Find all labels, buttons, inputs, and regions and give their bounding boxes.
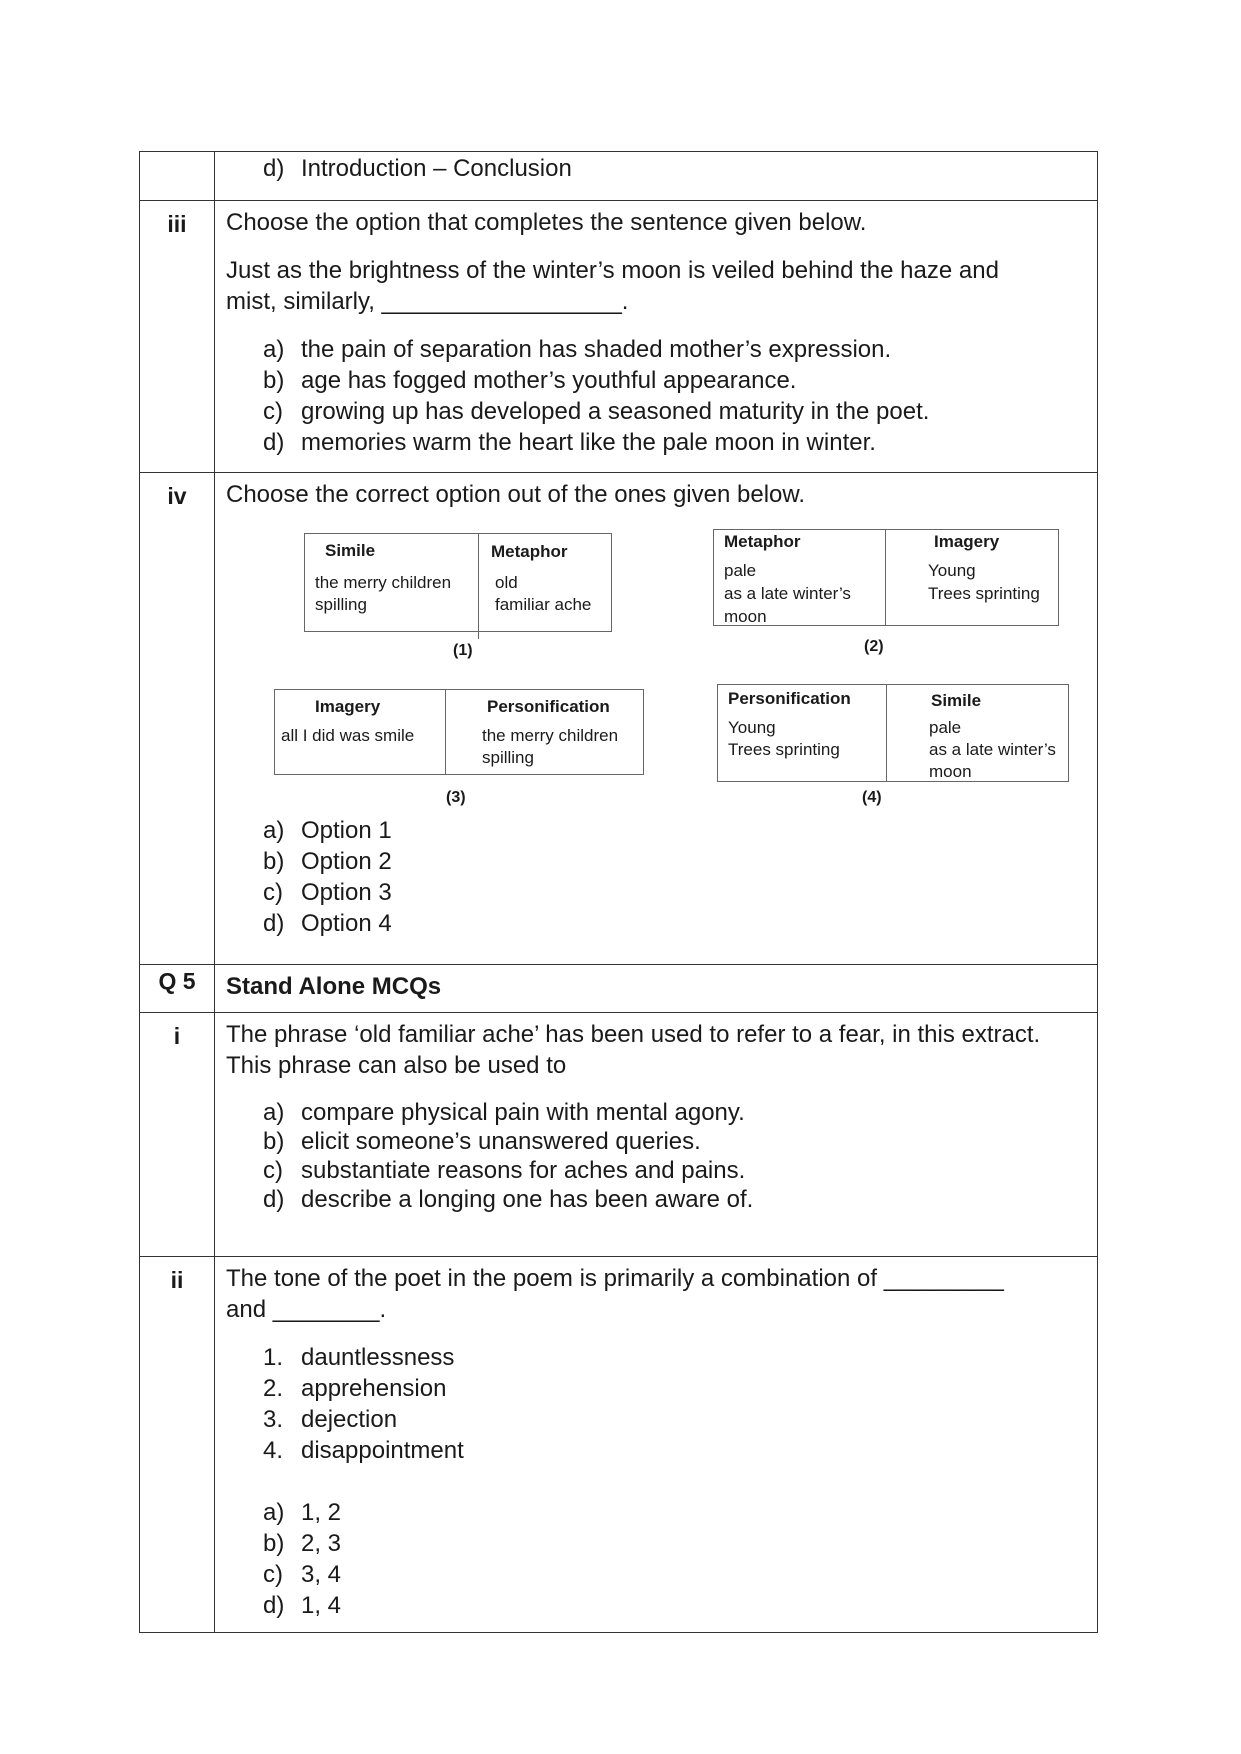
box-left-text: spilling xyxy=(315,595,367,614)
figure-box-3 xyxy=(274,689,644,775)
option-text: age has fogged mother’s youthful appearance. xyxy=(301,367,797,394)
question-prompt: Choose the option that completes the sentence given below. xyxy=(226,209,867,236)
row-number xyxy=(140,152,215,201)
list-item xyxy=(263,1435,1085,1466)
row-number: iv xyxy=(140,473,215,965)
option-item xyxy=(263,815,1085,846)
row-number: ii xyxy=(140,1257,215,1633)
row-number: iii xyxy=(140,201,215,473)
box-left-heading: Imagery xyxy=(315,697,381,716)
box-right-heading: Imagery xyxy=(934,532,1000,551)
option-label: a) xyxy=(263,817,285,844)
item-text: dejection xyxy=(301,1406,398,1433)
options-list xyxy=(226,815,1085,939)
item-text: apprehension xyxy=(301,1375,447,1402)
option-label: c) xyxy=(263,398,283,425)
box-left-text: Young xyxy=(728,718,776,737)
figure-options xyxy=(226,510,1085,815)
option-label: b) xyxy=(263,1128,285,1155)
box-left-heading: Personification xyxy=(728,689,851,708)
list-item xyxy=(263,1342,1085,1373)
item-number: 3. xyxy=(263,1406,284,1433)
box-left-text: all I did was smile xyxy=(281,726,415,745)
option-item xyxy=(263,1156,1085,1185)
item-text: dauntlessness xyxy=(301,1344,455,1371)
option-item xyxy=(263,1127,1085,1156)
options-list xyxy=(226,1497,1085,1621)
items-list xyxy=(226,1342,1085,1466)
question-prompt: The tone of the poet in the poem is primarily a combination of _________ xyxy=(226,1265,1004,1292)
option-label: c) xyxy=(263,879,283,906)
option-text: 3, 4 xyxy=(301,1561,342,1588)
item-number: 4. xyxy=(263,1437,284,1464)
option-label: c) xyxy=(263,1561,283,1588)
sentence-line: mist, similarly, __________________. xyxy=(226,288,629,315)
list-item xyxy=(263,1373,1085,1404)
row-number: Q 5 xyxy=(140,965,215,1013)
option-item xyxy=(263,396,1085,427)
option-text: growing up has developed a seasoned maturity in the poet. xyxy=(301,398,930,425)
box-right-text: pale xyxy=(929,718,962,737)
row-continuation xyxy=(140,152,1098,201)
option-text: 1, 4 xyxy=(301,1592,342,1619)
box-caption: (4) xyxy=(862,789,882,806)
box-caption: (3) xyxy=(446,789,466,806)
question-prompt: This phrase can also be used to xyxy=(226,1052,567,1079)
box-right-text: the merry children xyxy=(482,726,619,745)
option-item xyxy=(263,877,1085,908)
option-item xyxy=(263,427,1085,458)
option-label: d) xyxy=(263,1592,285,1619)
section-heading: Stand Alone MCQs xyxy=(215,965,1098,1013)
question-table xyxy=(139,151,1098,1633)
option-text: substantiate reasons for aches and pains. xyxy=(301,1157,746,1184)
option-label: b) xyxy=(263,367,285,394)
box-left-text: Trees sprinting xyxy=(728,740,840,759)
options-list xyxy=(226,1098,1085,1214)
box-left-text: as a late winter’s xyxy=(724,584,851,603)
option-text: 2, 3 xyxy=(301,1530,342,1557)
option-item xyxy=(263,153,1085,184)
box-left-text: pale xyxy=(724,561,757,580)
box-left-text: the merry children xyxy=(315,573,452,592)
option-label: a) xyxy=(263,336,285,363)
question-prompt: Choose the correct option out of the ones given below. xyxy=(226,481,806,508)
option-text: the pain of separation has shaded mother’s expression. xyxy=(301,336,892,363)
box-right-text: old xyxy=(495,573,518,592)
option-label: a) xyxy=(263,1099,285,1126)
box-left-text: moon xyxy=(724,607,767,626)
box-caption: (2) xyxy=(864,638,884,655)
option-text: memories warm the heart like the pale moon in winter. xyxy=(301,429,876,456)
box-right-text: spilling xyxy=(482,748,534,767)
option-item xyxy=(263,1528,1085,1559)
option-label: b) xyxy=(263,848,285,875)
box-right-text: moon xyxy=(929,762,972,781)
item-number: 1. xyxy=(263,1344,284,1371)
options-list xyxy=(226,334,1085,458)
option-item xyxy=(263,846,1085,877)
option-item xyxy=(263,1590,1085,1621)
box-right-heading: Personification xyxy=(487,697,610,716)
list-item xyxy=(263,1404,1085,1435)
question-prompt: and ________. xyxy=(226,1296,387,1323)
option-text: Option 4 xyxy=(301,910,392,937)
option-item xyxy=(263,1559,1085,1590)
option-label: b) xyxy=(263,1530,285,1557)
option-item xyxy=(263,1098,1085,1127)
option-text: Option 3 xyxy=(301,879,392,906)
row-iii xyxy=(140,201,1098,473)
box-right-heading: Simile xyxy=(931,691,982,710)
box-left-heading: Simile xyxy=(325,541,376,560)
option-text: Option 1 xyxy=(301,817,392,844)
option-item xyxy=(263,334,1085,365)
box-right-text: Young xyxy=(928,561,976,580)
box-right-heading: Metaphor xyxy=(491,542,568,561)
option-item xyxy=(263,1185,1085,1214)
box-right-text: familiar ache xyxy=(495,595,592,614)
option-label: c) xyxy=(263,1157,283,1184)
option-text: Introduction – Conclusion xyxy=(301,155,572,182)
option-text: describe a longing one has been aware of. xyxy=(301,1186,754,1213)
option-label: d) xyxy=(263,155,285,182)
figure-box-1 xyxy=(304,533,612,632)
option-label: d) xyxy=(263,1186,285,1213)
row-iv xyxy=(140,473,1098,965)
option-item xyxy=(263,365,1085,396)
option-label: d) xyxy=(263,429,285,456)
item-number: 2. xyxy=(263,1375,284,1402)
option-text: elicit someone’s unanswered queries. xyxy=(301,1128,701,1155)
row-i xyxy=(140,1013,1098,1257)
row-number: i xyxy=(140,1013,215,1257)
option-item xyxy=(263,908,1085,939)
option-text: compare physical pain with mental agony. xyxy=(301,1099,745,1126)
box-right-text: Trees sprinting xyxy=(928,584,1040,603)
box-right-text: as a late winter’s xyxy=(929,740,1056,759)
option-label: a) xyxy=(263,1499,285,1526)
option-text: Option 2 xyxy=(301,848,392,875)
option-text: 1, 2 xyxy=(301,1499,342,1526)
box-caption: (1) xyxy=(453,642,473,659)
figure-box-2 xyxy=(713,529,1059,626)
box-left-heading: Metaphor xyxy=(724,532,801,551)
row-q5 xyxy=(140,965,1098,1013)
sentence-line: Just as the brightness of the winter’s moon is veiled behind the haze and xyxy=(226,257,999,284)
option-item xyxy=(263,1497,1085,1528)
row-ii xyxy=(140,1257,1098,1633)
option-label: d) xyxy=(263,910,285,937)
question-prompt: The phrase ‘old familiar ache’ has been used to refer to a fear, in this extract. xyxy=(226,1021,1041,1048)
figure-box-4 xyxy=(717,684,1069,782)
item-text: disappointment xyxy=(301,1437,464,1464)
